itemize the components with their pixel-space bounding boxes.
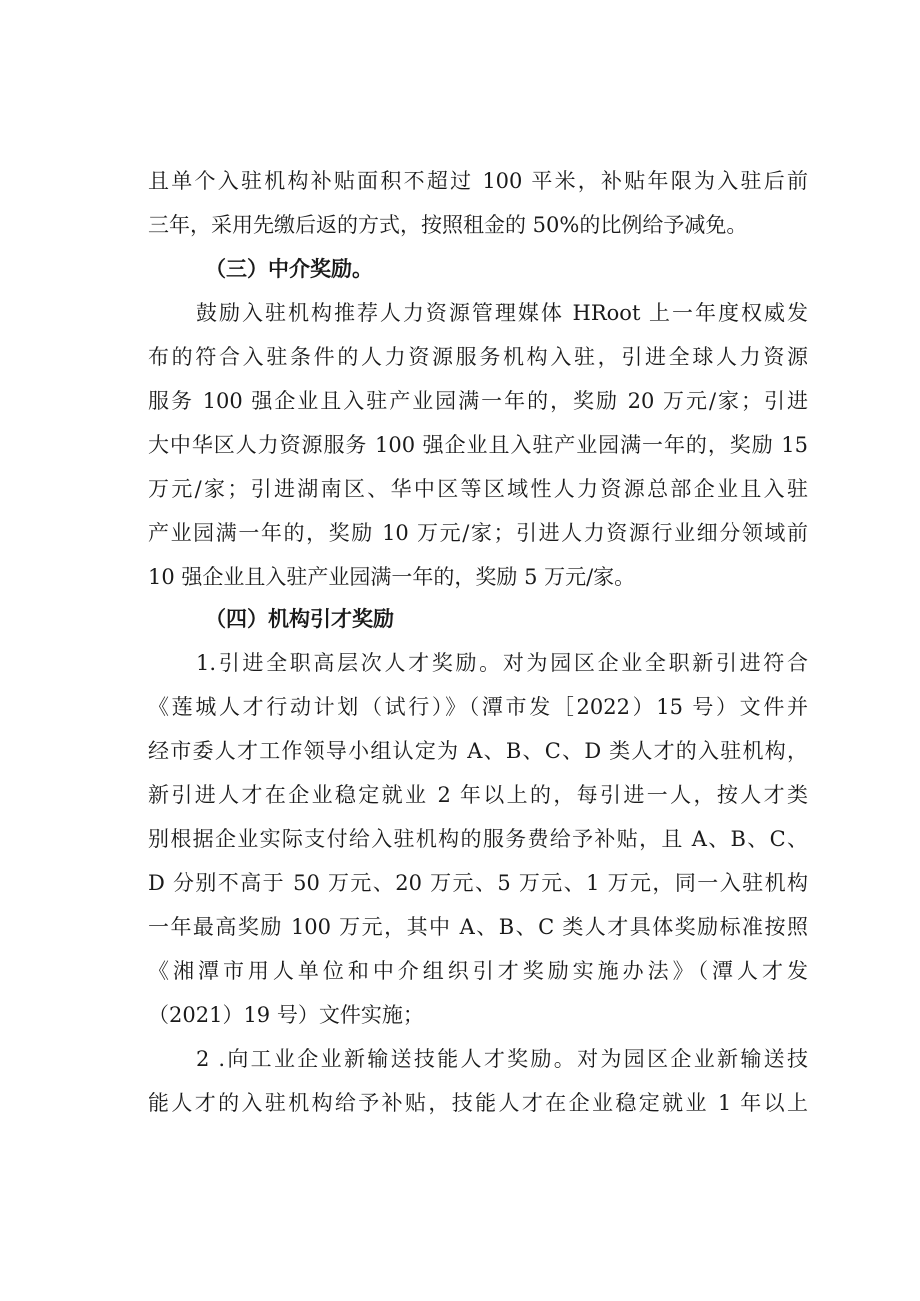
paragraph-line: 能人才的入驻机构给予补贴，技能人才在企业稳定就业 1 年以上: [148, 1091, 808, 1115]
paragraph-line: 一年最高奖励 100 万元，其中 A、B、C 类人才具体奖励标准按照: [148, 915, 808, 939]
paragraph-line: 三年，采用先缴后返的方式，按照租金的 50%的比例给予减免。: [148, 213, 748, 237]
paragraph-line: （2021）19 号）文件实施；: [148, 1003, 424, 1027]
section-heading-3: （三）中介奖励。: [205, 257, 373, 281]
paragraph-line: 《湘潭市用人单位和中介组织引才奖励实施办法》（潭人才发: [148, 959, 808, 983]
paragraph-line: 布的符合入驻条件的人力资源服务机构入驻，引进全球人力资源: [148, 345, 808, 369]
paragraph-line: 2 .向工业企业新输送技能人才奖励。对为园区企业新输送技: [196, 1047, 808, 1071]
paragraph-line: 鼓励入驻机构推荐人力资源管理媒体 HRoot 上一年度权威发: [196, 301, 808, 325]
paragraph-line: D 分别不高于 50 万元、20 万元、5 万元、1 万元，同一入驻机构: [148, 871, 808, 895]
paragraph-line: 经市委人才工作领导小组认定为 A、B、C、D 类人才的入驻机构，: [148, 739, 808, 763]
paragraph-line: 《莲城人才行动计划（试行）》（潭市发［2022）15 号）文件并: [148, 695, 808, 719]
paragraph-line: 万元/家；引进湖南区、华中区等区域性人力资源总部企业且入驻: [148, 477, 808, 501]
section-heading-4: （四）机构引才奖励: [205, 607, 394, 631]
paragraph-line: 10 强企业且入驻产业园满一年的，奖励 5 万元/家。: [148, 565, 636, 589]
paragraph-line: 别根据企业实际支付给入驻机构的服务费给予补贴，且 A、B、C、: [148, 827, 808, 851]
paragraph-line: 服务 100 强企业且入驻产业园满一年的，奖励 20 万元/家；引进: [148, 389, 808, 413]
paragraph-line: 新引进人才在企业稳定就业 2 年以上的，每引进一人，按人才类: [148, 783, 808, 807]
paragraph-line: 且单个入驻机构补贴面积不超过 100 平米，补贴年限为入驻后前: [148, 169, 808, 193]
paragraph-line: 大中华区人力资源服务 100 强企业且入驻产业园满一年的，奖励 15: [148, 433, 808, 457]
paragraph-line: 1.引进全职高层次人才奖励。对为园区企业全职新引进符合: [196, 651, 808, 675]
paragraph-line: 产业园满一年的，奖励 10 万元/家；引进人力资源行业细分领域前: [148, 521, 808, 545]
